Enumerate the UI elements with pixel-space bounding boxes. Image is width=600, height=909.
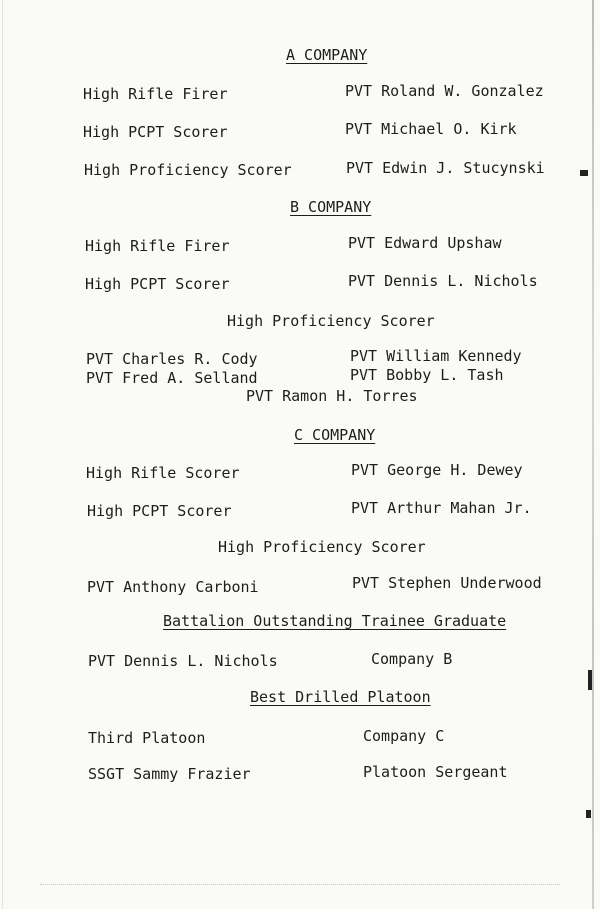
a-name-pcpt: PVT Michael O. Kirk <box>345 120 517 138</box>
b-proficiency-heading: High Proficiency Scorer <box>227 312 435 330</box>
b-award-pcpt: High PCPT Scorer <box>85 275 230 293</box>
b-company-heading: B COMPANY <box>290 198 372 216</box>
a-award-proficiency: High Proficiency Scorer <box>84 161 292 179</box>
b-proficiency-name: PVT Charles R. Cody <box>86 350 258 368</box>
binding-mark <box>586 810 591 818</box>
bottom-dotted-line <box>40 884 560 885</box>
c-name-pcpt: PVT Arthur Mahan Jr. <box>351 499 532 517</box>
a-award-rifle: High Rifle Firer <box>83 85 228 103</box>
c-proficiency-name: PVT Anthony Carboni <box>87 578 259 596</box>
c-award-pcpt: High PCPT Scorer <box>87 502 232 520</box>
b-proficiency-name: PVT Bobby L. Tash <box>350 366 504 384</box>
platoon-left: SSGT Sammy Frazier <box>88 765 251 783</box>
c-proficiency-name: PVT Stephen Underwood <box>352 574 542 592</box>
battalion-heading: Battalion Outstanding Trainee Graduate <box>163 612 507 630</box>
page-left-edge <box>2 0 3 909</box>
a-company-heading: A COMPANY <box>286 46 368 64</box>
b-proficiency-name: PVT Ramon H. Torres <box>246 387 418 405</box>
platoon-right: Platoon Sergeant <box>363 763 508 781</box>
binding-mark <box>588 670 592 690</box>
a-award-pcpt: High PCPT Scorer <box>83 123 228 141</box>
b-name-pcpt: PVT Dennis L. Nichols <box>348 272 538 290</box>
platoon-right: Company C <box>363 727 445 745</box>
b-proficiency-name: PVT Fred A. Selland <box>86 369 258 387</box>
a-name-rifle: PVT Roland W. Gonzalez <box>345 82 544 100</box>
platoon-left: Third Platoon <box>88 729 206 747</box>
binding-mark <box>580 170 588 176</box>
page-right-edge <box>592 0 594 909</box>
platoon-heading: Best Drilled Platoon <box>250 688 431 706</box>
c-company-heading: C COMPANY <box>294 426 376 444</box>
battalion-name: PVT Dennis L. Nichols <box>88 652 278 670</box>
c-proficiency-heading: High Proficiency Scorer <box>218 538 426 556</box>
b-award-rifle: High Rifle Firer <box>85 237 230 255</box>
a-name-proficiency: PVT Edwin J. Stucynski <box>346 159 545 177</box>
c-award-rifle: High Rifle Scorer <box>86 464 240 482</box>
b-proficiency-name: PVT William Kennedy <box>350 347 522 365</box>
c-name-rifle: PVT George H. Dewey <box>351 461 523 479</box>
b-name-rifle: PVT Edward Upshaw <box>348 234 502 252</box>
battalion-company: Company B <box>371 650 453 668</box>
